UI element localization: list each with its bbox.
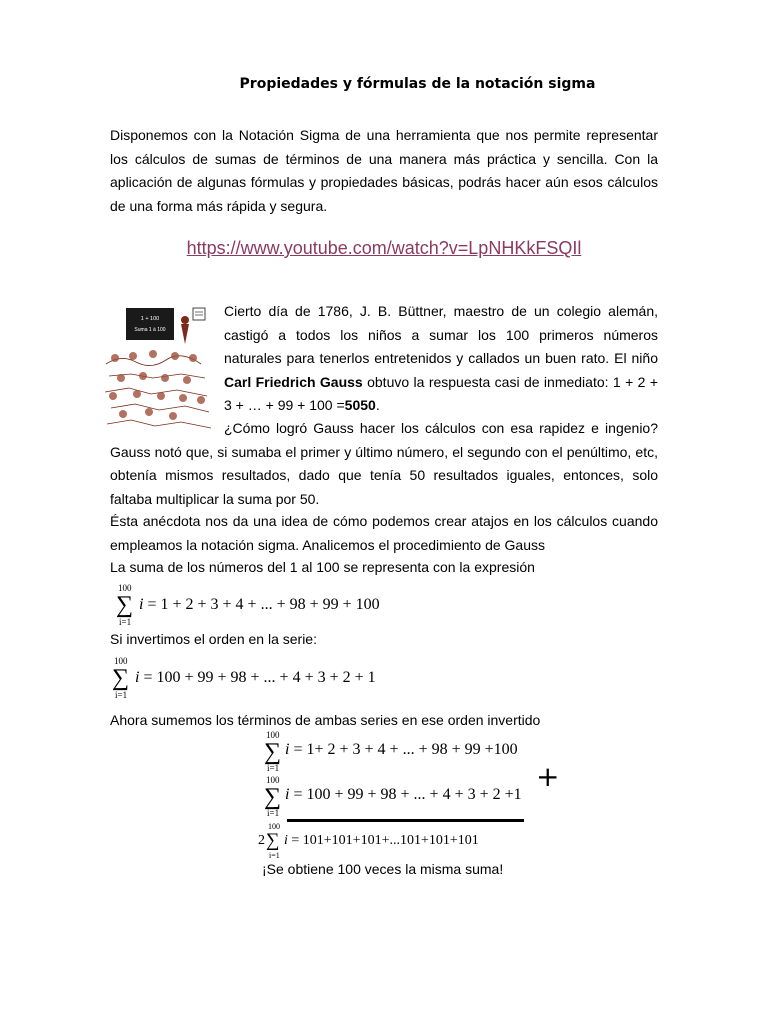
video-link[interactable]: https://www.youtube.com/watch?v=LpNHKkFSQIl [186, 238, 582, 258]
story-text-a: Cierto día de 1786, J. B. Büttner, maestro de un colegio alemán, castigó a todos los niños a sumar los 100 primeros números naturales para tenerlos entretenidos y callados un buen rato. El niño [224, 303, 658, 366]
story-paragraph-2: ¿Cómo logró Gauss hacer los cálculos con esa rapidez e ingenio? Gauss notó que, si sumaba el primer y último número, el segundo con el penúltimo, etc, obtenía mismos resultados, dado que tenía 50 resultados iguales, entonces, solo faltaba multiplicar la suma por 50. [110, 420, 658, 507]
sigma-lower: i=1 [269, 851, 280, 860]
sigma-icon: ∑ [264, 784, 282, 810]
sigma-var: i [285, 786, 290, 803]
sigma-var: i [139, 596, 144, 613]
sigma-icon: ∑ [116, 592, 134, 618]
formula-label-3: Ahora sumemos los términos de ambas series en ese orden invertido [110, 712, 541, 728]
formula-2-body: = 100 + 99 + 98 + ... + 4 + 3 + 2 + 1 [143, 669, 376, 686]
board-text-line2: Suma 1 à 100 [134, 327, 166, 333]
board-text-line1: 1 + 100 [140, 316, 160, 322]
sigma-lower: i=1 [115, 690, 128, 700]
gauss-name: Carl Friedrich Gauss [224, 373, 363, 390]
sigma-icon: ∑ [266, 830, 280, 851]
story-text-c: . [375, 397, 380, 413]
formula-1-body: = 1 + 2 + 3 + 4 + ... + 98 + 99 + 100 [147, 596, 380, 613]
sigma-icon: ∑ [264, 739, 282, 765]
sigma-lower: i=1 [119, 617, 132, 627]
story-paragraph-4: La suma de los números del 1 al 100 se representa con la expresión [110, 559, 535, 575]
formula-3-body: = 1+ 2 + 3 + 4 + ... + 98 + 99 +100 [293, 741, 518, 758]
sigma-upper: 100 [268, 822, 280, 831]
page-title: Propiedades y fórmulas de la notación sigma [239, 76, 596, 92]
plus-sign: + [536, 760, 560, 793]
sigma-upper: 100 [266, 730, 280, 740]
conclusion-text: ¡Se obtiene 100 veces la misma suma! [262, 861, 504, 877]
gauss-classroom-illustration [101, 304, 215, 432]
story-paragraph-1 [224, 300, 658, 418]
sigma-var: i [135, 669, 140, 686]
sigma-upper: 100 [114, 656, 128, 666]
formula-5-body: = 101+101+101+...101+101+101 [291, 833, 479, 848]
sum-result: 5050 [344, 397, 376, 413]
sigma-lower: i=1 [267, 763, 280, 773]
intro-paragraph: Disponemos con la Notación Sigma de una herramienta que nos permite representar los cálculos de sumas de términos de una manera más práctica y sencilla. Con la aplicación de algunas fórmulas y propiedades básicas, podrás hacer aún esos cálculos de una forma más rápida y segura. [110, 127, 658, 214]
formula-4-body: = 100 + 99 + 98 + ... + 4 + 3 + 2 +1 [293, 786, 522, 803]
formula-5-coef: 2 [258, 833, 265, 848]
sigma-lower: i=1 [267, 808, 280, 818]
sigma-upper: 100 [118, 583, 132, 593]
story-paragraph-3: Ésta anécdota nos da una idea de cómo podemos crear atajos en los cálculos cuando empleamos la notación sigma. Analicemos el procedimiento de Gauss [110, 513, 658, 553]
sigma-icon: ∑ [112, 665, 130, 691]
sigma-upper: 100 [266, 775, 280, 785]
sigma-var: i [284, 833, 288, 848]
formula-label-2: Si invertimos el orden en la serie: [110, 631, 317, 647]
sum-rule [287, 819, 524, 822]
story-text-b: obtuvo la respuesta casi de inmediato: 1 + 2 + 3 + … + 99 + 100 = [224, 373, 659, 413]
sigma-var: i [285, 741, 290, 758]
